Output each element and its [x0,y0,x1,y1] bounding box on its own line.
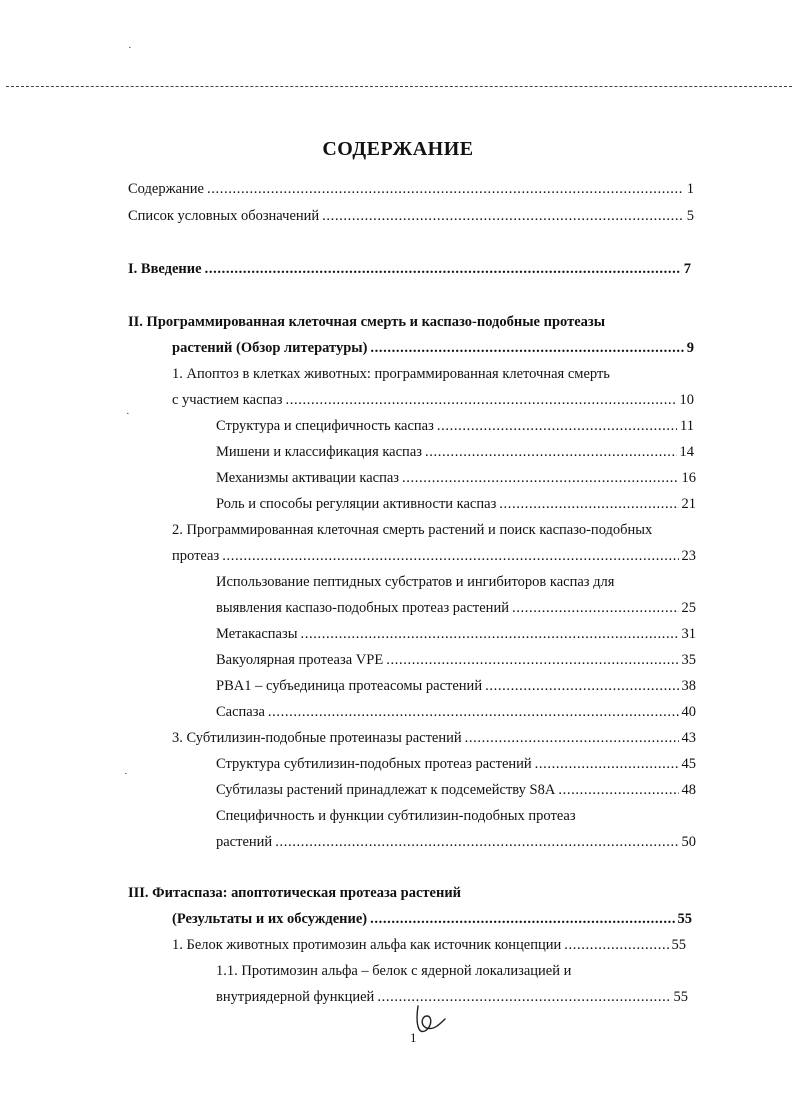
dot-leader [268,703,679,721]
toc-entry-label: выявления каспазо-подобных протеаз растений [216,600,509,616]
toc-page-number: 35 [681,652,696,668]
toc-section-heading: II. Программированная клеточная смерть и каспазо-подобные протеазы [128,314,606,330]
toc-entry-label: растений [216,834,273,850]
toc-entry-label: 1. Белок животных протимозин альфа как источник концепции [172,937,562,953]
toc-page-number: 10 [679,392,694,408]
toc-entry-subtilisin-structure[interactable] [216,755,696,773]
toc-entry-label: Список условных обозначений [128,208,320,224]
toc-entry-label: с участием каспаз [172,392,283,408]
toc-entry-label: Субтилазы растений принадлежат к подсемейству S8A [216,782,556,798]
dot-leader [402,469,678,487]
toc-entry-vpe[interactable] [216,651,696,669]
toc-entry-label: протеаз [172,548,220,564]
toc-entry-label: Структура и специфичность каспаз [216,418,434,434]
toc-entry-label: Саспаза [216,704,265,720]
dot-leader [275,833,678,851]
dot-leader [222,547,678,565]
toc-item-heading: Специфичность и функции субтилизин-подобных протеаз [216,808,576,824]
dot-leader [205,260,681,278]
handwritten-mark-a [413,1003,449,1037]
toc-page-number: 7 [683,261,691,277]
toc-page-number: 31 [681,626,696,642]
toc-item-heading: Использование пептидных субстратов и ингибиторов каспаз для [216,574,615,590]
dot-leader [386,651,678,669]
dot-leader [564,936,668,954]
dot-leader [370,339,683,357]
toc-subsection-heading: 2. Программированная клеточная смерть растений и поиск каспазо-подобных [172,522,653,538]
toc-page-number: 45 [681,756,696,772]
toc-entry-label: внутриядерной функцией [216,989,375,1005]
toc-entry-label: PBA1 – субъединица протеасомы растений [216,678,483,694]
toc-page-number: 14 [679,444,694,460]
toc-entry-caspase-activation[interactable] [216,469,696,487]
toc-page-number: 38 [681,678,696,694]
toc-entry-peptide-substrates[interactable] [216,599,696,617]
dot-leader [558,781,678,799]
scan-speck: · [126,408,130,420]
dot-leader [499,495,678,513]
dot-leader [465,729,679,747]
toc-entry-contents[interactable] [128,180,694,198]
toc-page-number: 48 [681,782,696,798]
dot-leader [370,910,674,928]
toc-entry-label: 3. Субтилизин-подобные протеиназы растений [172,730,462,746]
toc-entry-s8a-subfamily[interactable] [216,781,696,799]
toc-entry-label: I. Введение [128,261,202,277]
toc-entry-subtilisin-proteinases[interactable] [172,729,696,747]
toc-entry-metacaspases[interactable] [216,625,696,643]
toc-entry-plant-pcd[interactable] [172,547,696,565]
toc-entry-label: Вакуолярная протеаза VPE [216,652,384,668]
scan-speck: · [128,42,132,54]
toc-entry-label: растений (Обзор литературы) [172,340,368,356]
dot-leader [285,391,676,409]
dot-leader [535,755,679,773]
toc-entry-intranuclear-function[interactable] [216,988,688,1006]
toc-entry-label: Структура субтилизин-подобных протеаз растений [216,756,532,772]
toc-entry-label: Механизмы активации каспаз [216,470,400,486]
page-title: СОДЕРЖАНИЕ [322,138,474,160]
toc-subsection-heading: 1. Апоптоз в клетках животных: программированная клеточная смерть [172,366,610,382]
toc-entry-label: (Результаты и их обсуждение) [172,911,368,927]
toc-section-heading: III. Фитаспаза: апоптотическая протеаза растений [128,885,462,901]
toc-entry-caspase-structure[interactable] [216,417,694,435]
toc-entry-caspases[interactable] [172,391,694,409]
toc-item-heading: 1.1. Протимозин альфа – белок с ядерной локализацией и [216,963,572,979]
toc-entry-results[interactable] [172,910,692,928]
dot-leader [437,417,677,435]
toc-page-number: 11 [680,418,694,434]
toc-entry-label: Метакаспазы [216,626,298,642]
toc-entry-prothymosin[interactable] [172,936,686,954]
toc-entry-saspase[interactable] [216,703,696,721]
toc-page-number: 5 [686,208,694,224]
dot-leader [207,180,684,198]
scan-speck: · [124,768,128,780]
toc-entry-introduction[interactable] [128,260,691,278]
toc-entry-subtilisin-functions[interactable] [216,833,696,851]
toc-entry-label: Роль и способы регуляции активности каспаз [216,496,497,512]
dot-leader [485,677,678,695]
toc-entry-literature-review[interactable] [172,339,694,357]
toc-page-number: 1 [686,181,694,197]
toc-entry-caspase-targets[interactable] [216,443,694,461]
toc-entry-pba1[interactable] [216,677,696,695]
toc-page-number: 40 [681,704,696,720]
toc-page-number: 23 [681,548,696,564]
toc-page-number: 43 [681,730,696,746]
toc-page-number: 55 [677,911,692,927]
toc-entry-abbreviations[interactable] [128,207,694,225]
toc-page-number: 55 [671,937,686,953]
dot-leader [425,443,677,461]
toc-page-number: 55 [673,989,688,1005]
toc-page-number: 25 [681,600,696,616]
toc-entry-label: Содержание [128,181,204,197]
toc-page-number: 50 [681,834,696,850]
dot-leader [512,599,679,617]
toc-entry-label: Мишени и классификация каспаз [216,444,422,460]
toc-page-number: 16 [681,470,696,486]
toc-entry-caspase-regulation[interactable] [216,495,696,513]
toc-page-number: 21 [681,496,696,512]
toc-page-number: 9 [686,340,694,356]
page-number: 1 [410,1030,417,1045]
dot-leader [300,625,678,643]
dot-leader [322,207,684,225]
